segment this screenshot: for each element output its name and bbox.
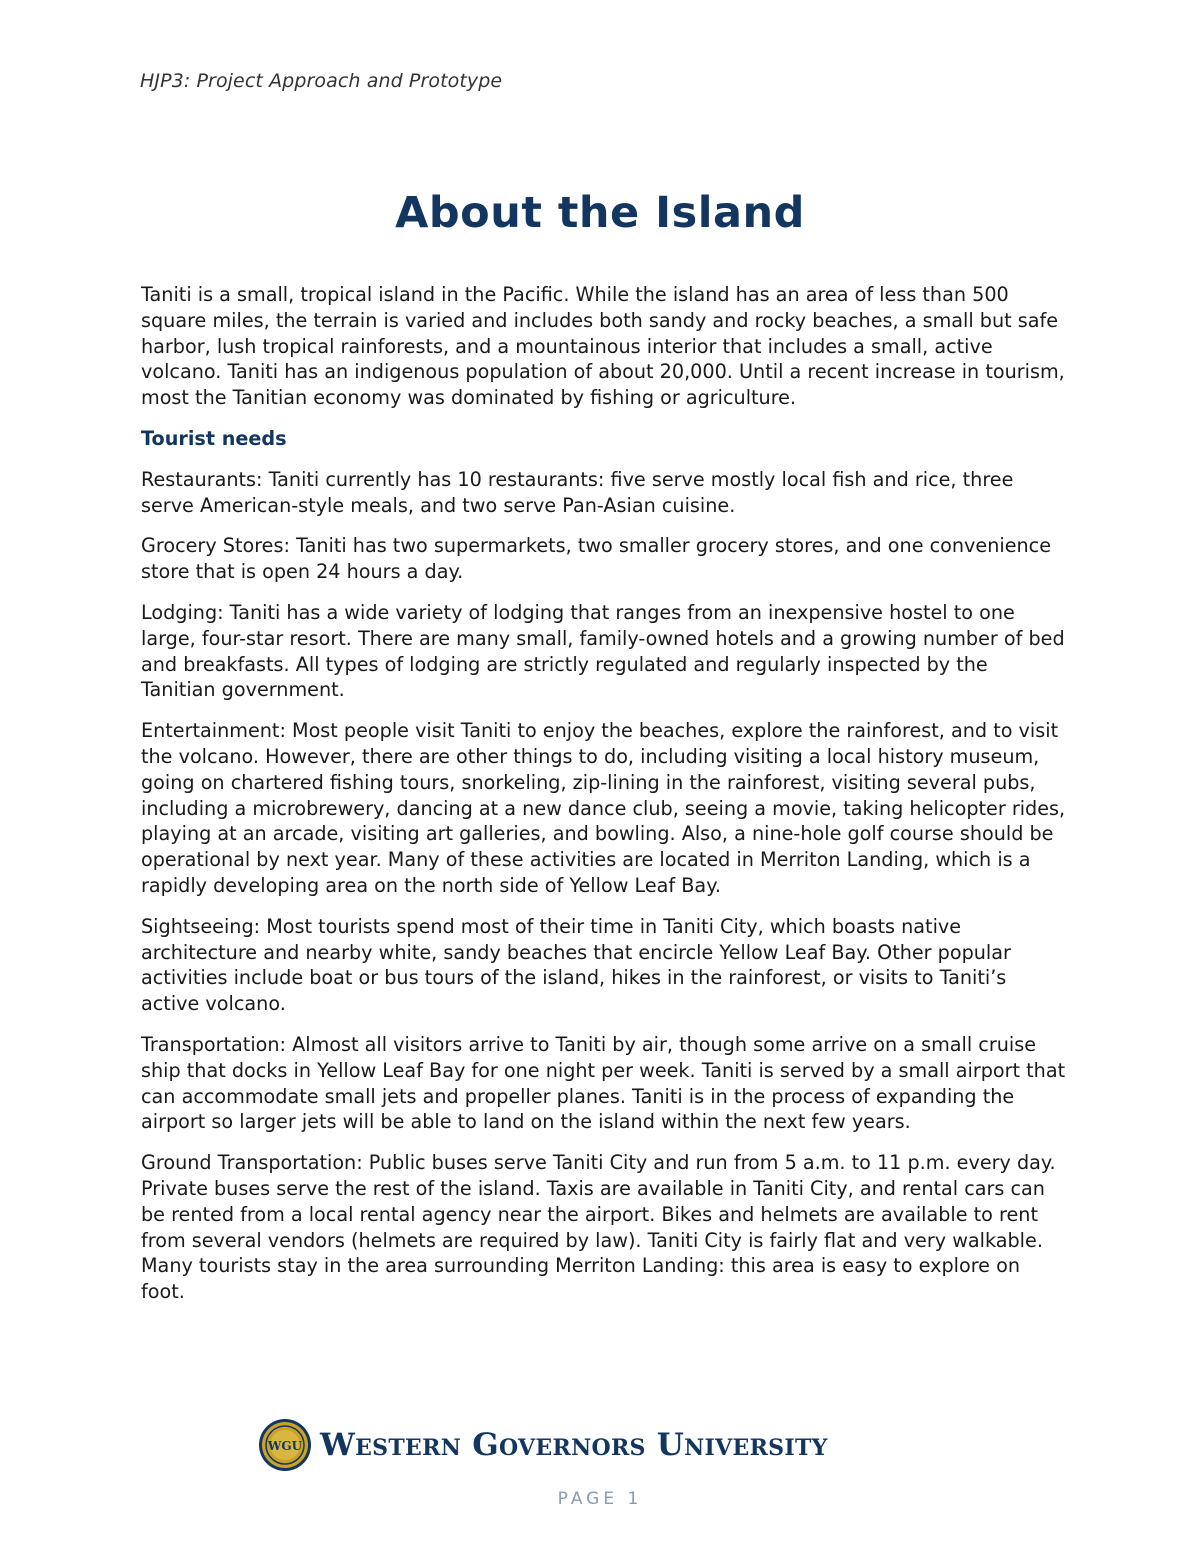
paragraph-transportation: Transportation: Almost all visitors arrive to Taniti by air, though some arrive on a small cruise ship that docks in Yellow Leaf Bay for one night per week. Taniti is served by a small airport that can accommodate small jets and propeller planes. Taniti is in the process of expanding the airport so larger jets will be able to land on the island within the next few years.	[141, 1032, 1066, 1134]
section-heading: Tourist needs	[141, 426, 287, 450]
paragraph-lodging: Lodging: Taniti has a wide variety of lodging that ranges from an inexpensive hostel to one large, four-star resort. There are many small, family-owned hotels and a growing number of bed and breakfasts. All types of lodging are strictly regulated and regularly inspected by the Tanitian government.	[141, 600, 1065, 702]
paragraph-sightseeing: Sightseeing: Most tourists spend most of their time in Taniti City, which boasts native architecture and nearby white, sandy beaches that encircle Yellow Leaf Bay. Other popular activities include boat or bus tours of the island, hikes in the rainforest, or visits to Taniti’s active volcano.	[141, 914, 1011, 1016]
paragraph-entertainment: Entertainment: Most people visit Taniti to enjoy the beaches, explore the rainforest, and to visit the volcano. However, there are other things to do, including visiting a local history museum, going on chartered fishing tours, snorkeling, zip-lining in the rainforest, visiting several pubs, including a microbrewery, dancing at a new dance club, seeing a movie, taking helicopter rides, playing at an arcade, visiting art galleries, and bowling. Also, a nine-hole golf course should be operational by next year. Many of these activities are located in Merriton Landing, which is a rapidly developing area on the north side of Yellow Leaf Bay.	[141, 719, 1066, 897]
page-number: PAGE 1	[557, 1489, 643, 1509]
paragraph-restaurants: Restaurants: Taniti currently has 10 restaurants: five serve mostly local fish and rice, three serve American-style meals, and two serve Pan-Asian cuisine.	[141, 467, 1014, 517]
document-body	[141, 282, 1066, 1320]
page-title: About the Island	[395, 188, 805, 238]
paragraph-ground-transportation: Ground Transportation: Public buses serve Taniti City and run from 5 a.m. to 11 p.m. every day. Private buses serve the rest of the island. Taxis are available in Taniti City, and rental cars can be rented from a local rental agency near the airport. Bikes and helmets are available to rent from several vendors (helmets are required by law). Taniti City is fairly flat and very walkable. Many tourists stay in the area surrounding Merriton Landing: this area is easy to explore on foot.	[141, 1151, 1056, 1304]
intro-paragraph: Taniti is a small, tropical island in the Pacific. While the island has an area of less than 500 square miles, the terrain is varied and includes both sandy and rocky beaches, a small but safe harbor, lush tropical rainforests, and a mountainous interior that includes a small, active volcano. Taniti has an indigenous population of about 20,000. Until a recent increase in tourism, most the Tanitian economy was dominated by fishing or agriculture.	[141, 283, 1065, 410]
seal-monogram: WGU	[267, 1439, 303, 1453]
paragraph-grocery: Grocery Stores: Taniti has two supermarkets, two smaller grocery stores, and one convenience store that is open 24 hours a day.	[141, 534, 1052, 584]
university-name: Western Governors University	[320, 1427, 828, 1463]
running-header: HJP3: Project Approach and Prototype	[140, 70, 503, 92]
university-seal-icon	[258, 1418, 312, 1472]
wgu-logo	[258, 1410, 828, 1480]
